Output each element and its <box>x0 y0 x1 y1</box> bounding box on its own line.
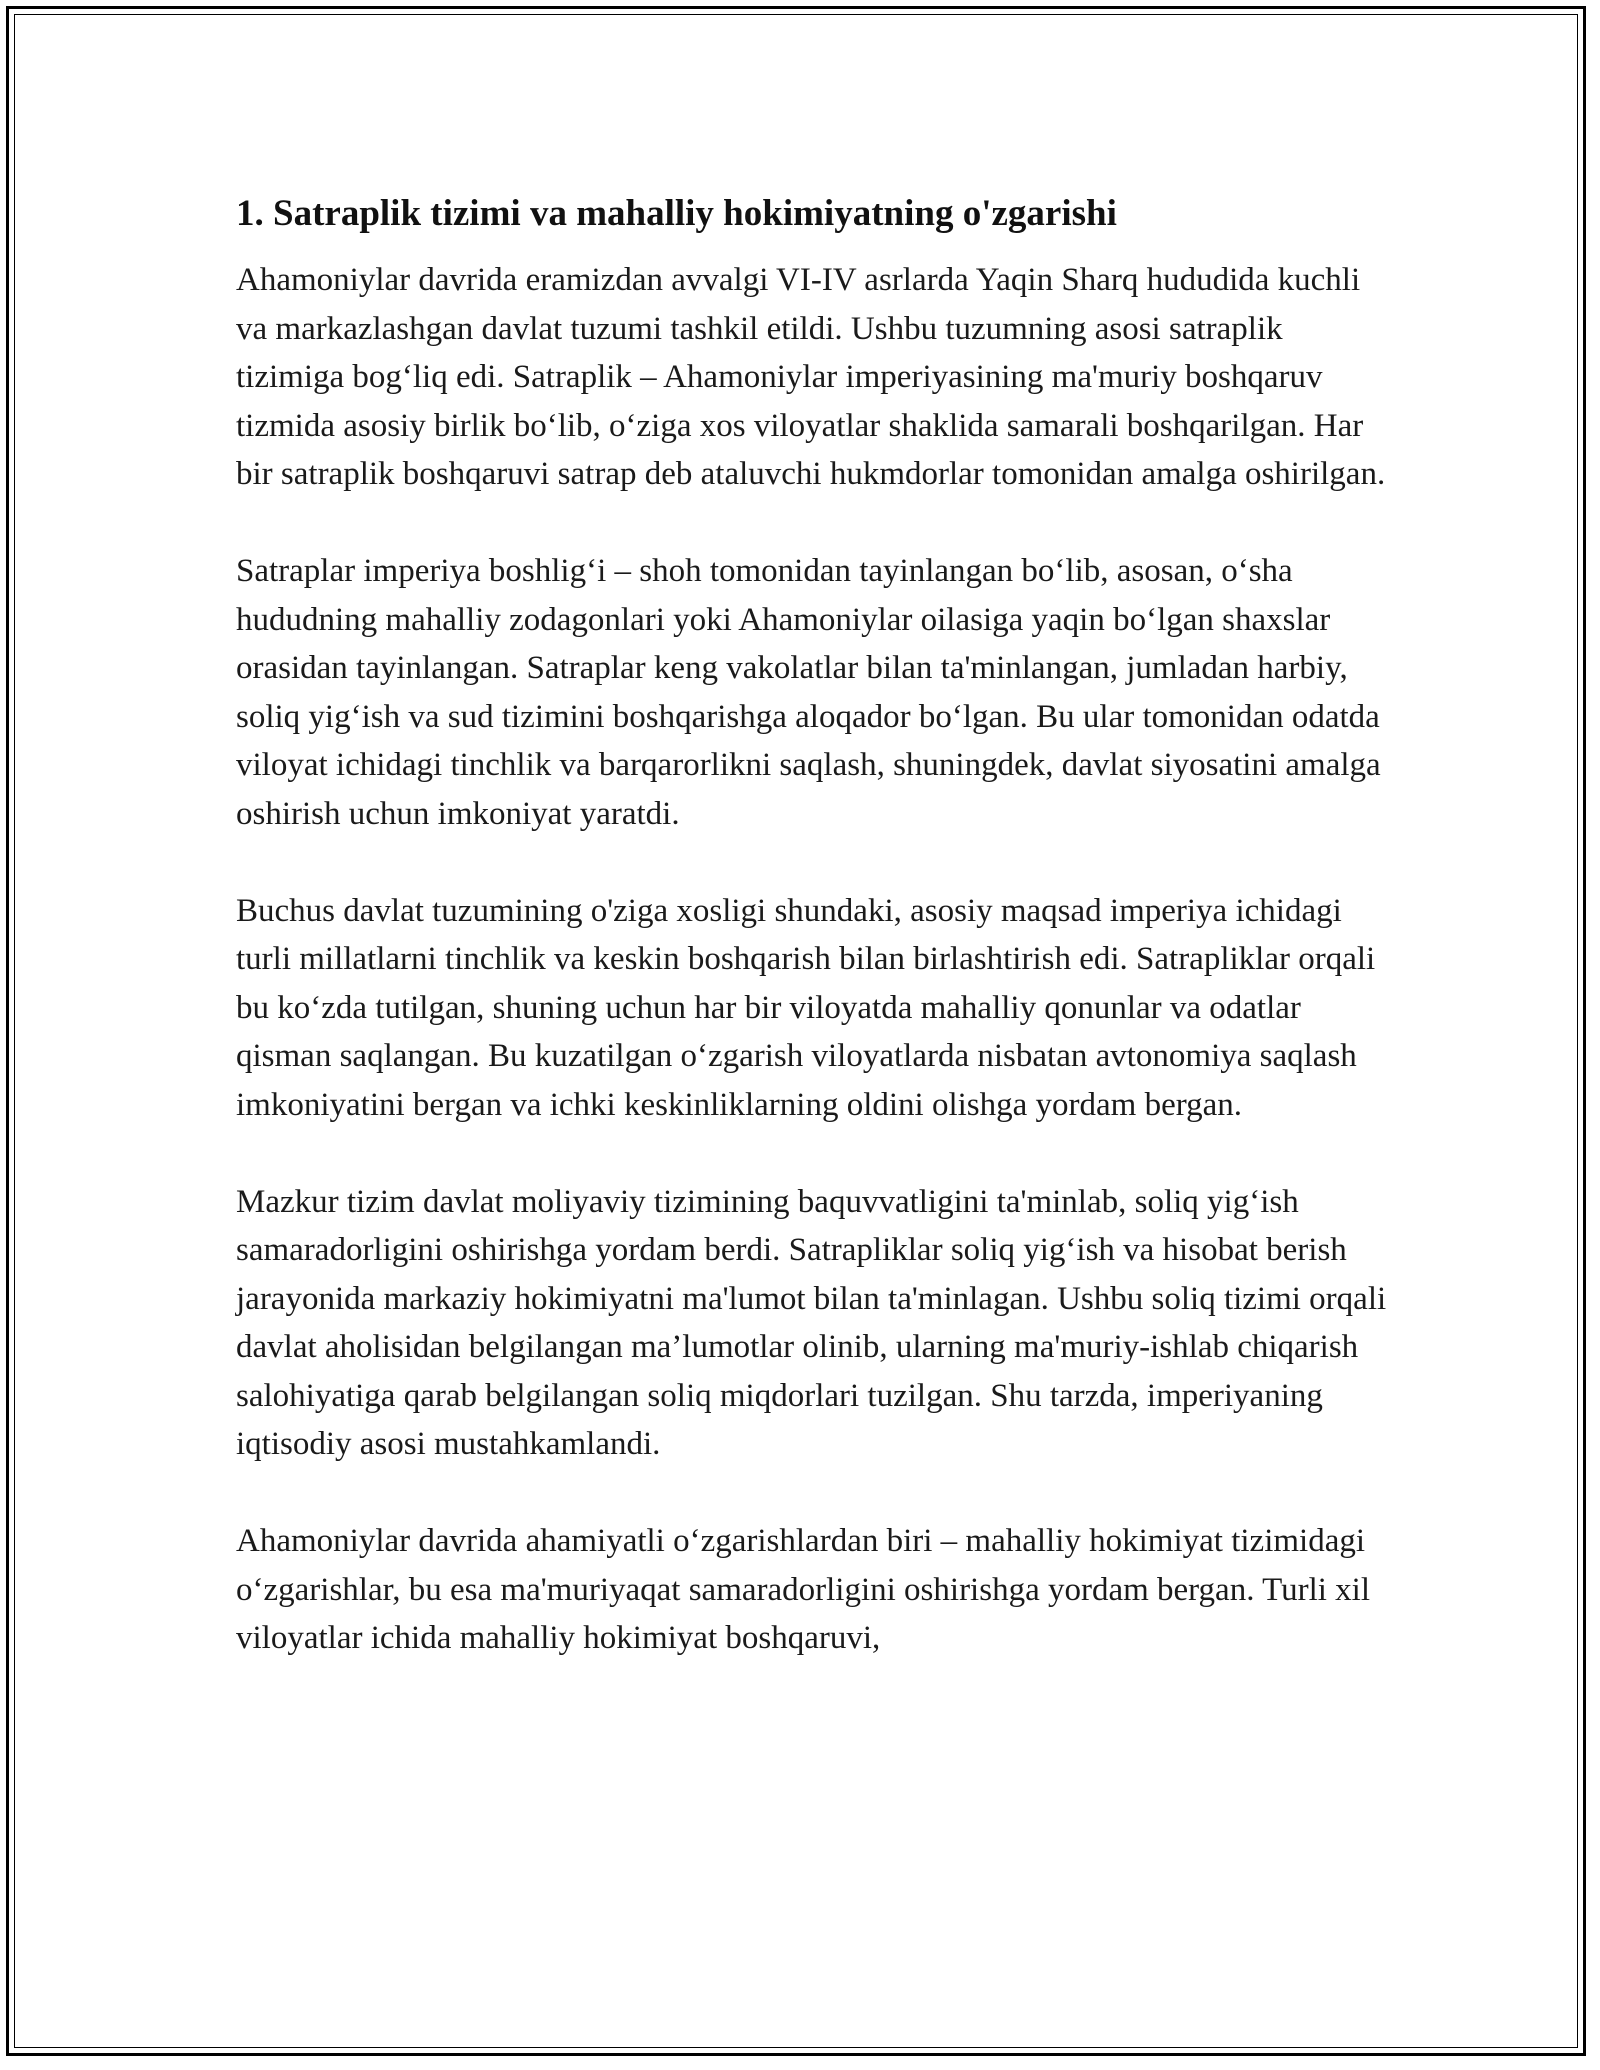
document-body <box>236 186 1396 1711</box>
paragraph-3: Buchus davlat tuzumining o'ziga xosligi shundaki, asosiy maqsad imperiya ichidagi turli millatlarni tinchlik va keskin boshqarish bilan birlashtirish edi. Satrapliklar orqali bu ko‘zda tutilgan, shuning uchun har bir viloyatda mahalliy qonunlar va odatlar qisman saqlangan. Bu kuzatilgan o‘zgarish viloyatlarda nisbatan avtonomiya saqlash imkoniyatini bergan va ichki keskinliklarning oldini olishga yordam bergan. <box>236 892 1376 1123</box>
paragraph-4: Mazkur tizim davlat moliyaviy tizimining baquvvatligini ta'minlab, soliq yig‘ish samaradorligini oshirishga yordam berdi. Satrapliklar soliq yig‘ish va hisobat berish jarayonida markaziy hokimiyatni ma'lumot bilan ta'minlagan. Ushbu soliq tizimi orqali davlat aholisidan belgilangan ma’lumotlar olinib, ularning ma'muriy-ishlab chiqarish salohiyatiga qarab belgilangan soliq miqdorlari tuzilgan. Shu tarzda, imperiyaning iqtisodiy asosi mustahkamlandi. <box>236 1183 1387 1462</box>
section-heading: 1. Satraplik tizimi va mahalliy hokimiyatning o'zgarishi <box>236 193 1117 234</box>
paragraph-5: Ahamoniylar davrida ahamiyatli o‘zgarishlardan biri – mahalliy hokimiyat tizimidagi o‘zgarishlar, bu esa ma'muriyaqat samaradorligini oshirishga yordam bergan. Turli xil viloyatlar ichida mahalliy hokimiyat boshqaruvi, <box>236 1523 1371 1656</box>
paragraph-1: Ahamoniylar davrida eramizdan avvalgi VI-IV asrlarda Yaqin Sharq hududida kuchli va markazlashgan davlat tuzumi tashkil etildi. Ushbu tuzumning asosi satraplik tizimiga bog‘liq edi. Satraplik – Ahamoniylar imperiyasining ma'muriy boshqaruv tizmida asosiy birlik bo‘lib, o‘ziga xos viloyatlar shaklida samarali boshqarilgan. Har bir satraplik boshqaruvi satrap deb ataluvchi hukmdorlar tomonidan amalga oshirilgan. <box>236 262 1386 492</box>
paragraph-2: Satraplar imperiya boshlig‘i – shoh tomonidan tayinlangan bo‘lib, asosan, o‘sha hududning mahalliy zodagonlari yoki Ahamoniylar oilasiga yaqin bo‘lgan shaxslar orasidan tayinlangan. Satraplar keng vakolatlar bilan ta'minlangan, jumladan harbiy, soliq yig‘ish va sud tizimini boshqarishga aloqador bo‘lgan. Bu ular tomonidan odatda viloyat ichidagi tinchlik va barqarorlikni saqlash, shuningdek, davlat siyosatini amalga oshirish uchun imkoniyat yaratdi. <box>236 553 1381 832</box>
